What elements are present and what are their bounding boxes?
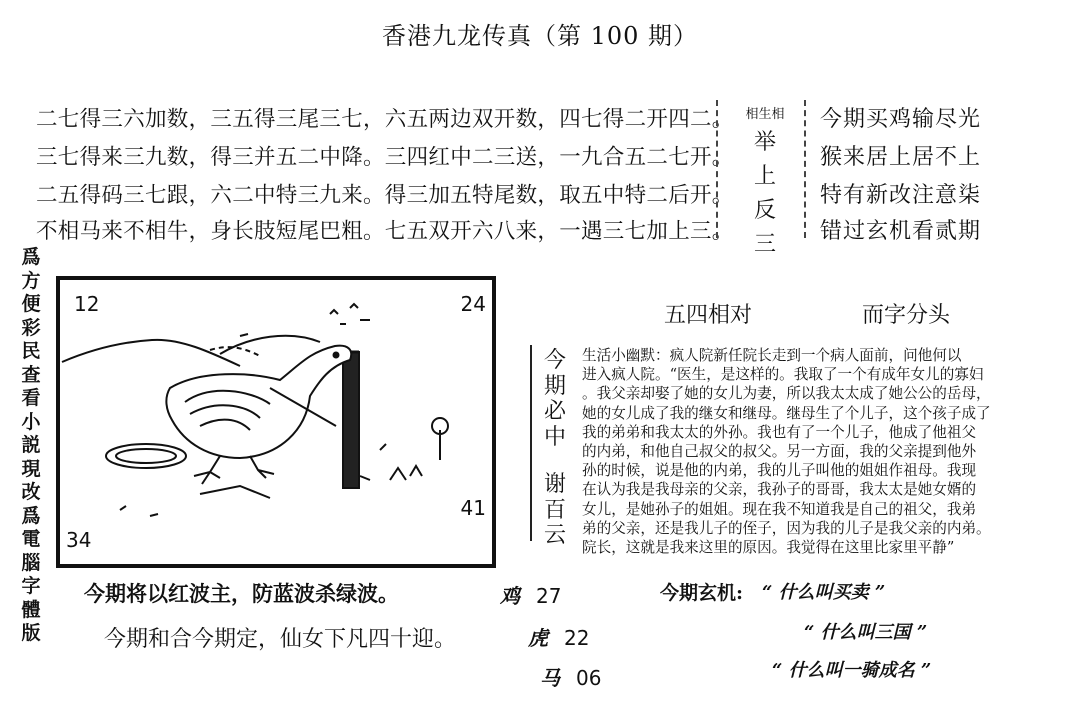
vertical-char: 彩 [21, 316, 41, 339]
vertical-char: 現 [21, 457, 41, 480]
forecast-char: 期 [543, 373, 566, 399]
animal-row-3 [540, 662, 601, 691]
vertical-char: 爲 [21, 246, 41, 268]
animal-row-1 [500, 580, 561, 609]
right-verse-4: 错过玄机看贰期 [820, 219, 982, 244]
bottom-line-1: 今期将以红波主，防蓝波杀绿波。 [84, 581, 399, 606]
right-verse-1: 今期买鸡输尽光 [820, 107, 982, 132]
middle-column [735, 104, 795, 262]
story-line: 院长，这就是我来这里的原因。我觉得在这里比家里平静” [582, 538, 955, 556]
vertical-char: 查 [21, 363, 41, 386]
verse-line-1: 二七得三六加数，三五得三尾三七，六五两边双开数，四七得二开四二。 [36, 107, 734, 132]
verse-line-4: 不相马来不相牛，身长肢短尾巴粗。七五双开六八来，一遇三七加上三。 [36, 219, 734, 244]
goose-illustration [56, 276, 496, 568]
forecast-char: 云 [543, 523, 566, 548]
forecast-char: 谢 [543, 472, 566, 497]
headline-right: 而字分头 [862, 303, 951, 328]
vertical-char: 體 [21, 598, 41, 621]
middle-char: 三 [753, 232, 776, 257]
animal-name: 虎 [528, 626, 548, 650]
animal-number: 06 [576, 666, 602, 690]
story-line: 。我父亲却娶了她的女儿为妻，所以我太太成了她公公的岳母， [582, 385, 991, 403]
right-verse-2: 猴来居上居不上 [820, 145, 982, 170]
left-vertical-note [16, 246, 46, 646]
xuanji-item-2: “ 什么叫三国 ” [804, 622, 928, 643]
middle-char: 反 [753, 198, 776, 223]
picture-number-3: 41 [460, 496, 486, 520]
vertical-char: 看 [21, 387, 41, 409]
vertical-char: 民 [21, 340, 41, 362]
vertical-char: 版 [21, 622, 41, 644]
picture-number-2: 24 [460, 292, 486, 316]
vertical-char: 説 [21, 434, 41, 456]
page-title: 香港九龙传真（第 100 期） [381, 22, 699, 50]
story-line: 女儿，是她孙子的姐姐。现在我不知道我是自己的祖父，我弟 [582, 500, 977, 518]
story-line: 我的弟弟和我太太的外孙。我也有了一个儿子，他成了他祖父 [582, 423, 977, 441]
vertical-char: 爲 [21, 504, 41, 527]
xuanji-item-3: “ 什么叫一骑成名 ” [772, 660, 932, 681]
vertical-char: 改 [21, 481, 41, 503]
middle-char: 上 [753, 164, 776, 189]
story-line: 的内弟，和他自己叔父的叔父。另一方面，我的父亲提到他外 [582, 442, 977, 460]
forecast-vertical [540, 348, 570, 549]
vertical-char: 電 [21, 528, 41, 550]
goose-drawing [60, 280, 492, 564]
xuanji-label: 今期玄机: [660, 582, 744, 604]
middle-char: 举 [753, 130, 776, 155]
picture-number-1: 12 [74, 292, 100, 316]
forecast-char: 今 [543, 348, 566, 373]
story-line: 孙的时候，说是他的内弟，我的儿子叫他的姐姐作祖母。我现 [582, 462, 977, 480]
forecast-gap [540, 450, 570, 472]
forecast-char: 百 [543, 497, 566, 523]
verse-line-3: 二五得码三七跟，六二中特三九来。得三加五特尾数，取五中特二后开。 [36, 183, 734, 208]
humor-story [582, 346, 1080, 557]
verse-line-2: 三七得来三九数，得三并五二中降。三四红中二三送，一九合五二七开。 [36, 145, 734, 170]
headline-left: 五四相对 [664, 303, 753, 328]
animal-name: 鸡 [500, 584, 520, 608]
story-line: 生活小幽默：疯人院新任院长走到一个病人面前，问他何以 [582, 347, 962, 364]
picture-number-4: 34 [66, 528, 92, 552]
animal-number: 22 [564, 626, 590, 650]
story-line: 她的女儿成了我的继女和继母。继母生了个儿子，这个孩子成了 [582, 404, 991, 422]
animal-number: 27 [536, 584, 562, 608]
story-line: 弟的父亲，还是我儿子的侄子，因为我的儿子是我父亲的内弟。 [582, 519, 991, 537]
forecast-char: 必 [543, 399, 566, 424]
middle-char: 相生相 [745, 107, 785, 122]
story-line: 进入疯人院。“医生，是这样的。我取了一个有成年女儿的寡妇 [582, 366, 984, 384]
vertical-char: 字 [21, 575, 41, 597]
forecast-char: 中 [543, 424, 566, 450]
vertical-char: 便 [21, 293, 41, 315]
right-verse-3: 特有新改注意柒 [820, 183, 982, 208]
animal-name: 马 [540, 666, 560, 690]
vertical-char: 小 [21, 410, 41, 433]
animal-row-2 [528, 622, 589, 651]
vertical-char: 方 [21, 269, 41, 292]
bottom-line-2: 今期和合今期定，仙女下凡四十迎。 [104, 627, 457, 652]
xuanji-item-1: “ 什么叫买卖 ” [762, 582, 886, 603]
vertical-char: 腦 [21, 551, 41, 574]
story-line: 在认为我是我母亲的父亲，我孙子的哥哥，我太太是她女婿的 [582, 481, 977, 499]
